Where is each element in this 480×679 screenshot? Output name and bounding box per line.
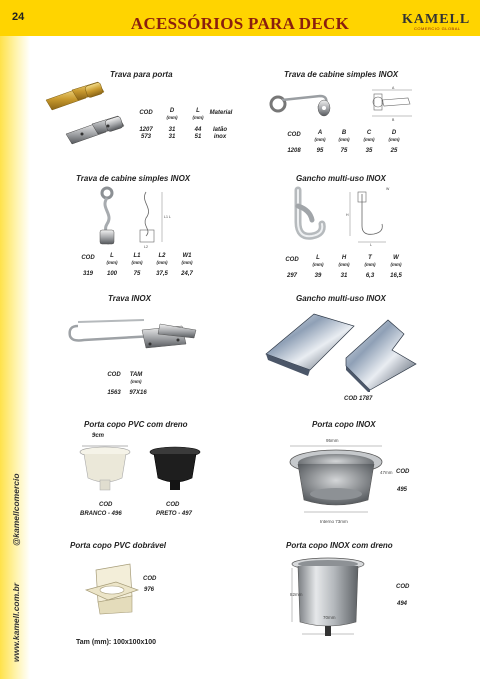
inox-dreno-dim-side: 82mm — [290, 592, 303, 597]
table-cell: 25 — [390, 148, 398, 154]
section-title-porta-copo-pvc: Porta copo PVC com dreno — [84, 420, 188, 429]
page-number: 24 — [12, 11, 25, 23]
col-unit: (mm) — [388, 137, 400, 142]
section-title-porta-copo-inox-dreno: Porta copo INOX com dreno — [286, 541, 393, 550]
col-header: L — [316, 255, 320, 261]
table-cell: 75 — [340, 148, 348, 154]
table-cell: 37,5 — [156, 271, 168, 277]
pvc-cod-label-2: COD — [166, 502, 180, 508]
inox-cod-label: COD — [396, 469, 410, 475]
col-unit: (mm) — [131, 260, 143, 265]
table-cell: latão — [212, 127, 227, 133]
table-cell: 1207 — [139, 127, 153, 133]
section-title-trava-inox: Trava INOX — [108, 294, 151, 303]
col-header: TAM — [129, 372, 143, 378]
table-cell: 100 — [106, 271, 117, 277]
section-title-gancho-1: Gancho multi-uso INOX — [296, 174, 386, 183]
gancho-2-cod: COD 1787 — [344, 396, 373, 402]
side-site: www.kamell.com.br — [11, 582, 21, 662]
multi-hook-large-image — [262, 306, 422, 392]
folding-cupholder-image — [82, 560, 144, 616]
table-cell: 31 — [168, 127, 176, 133]
section-title-trava-cabine-2: Trava de cabine simples INOX — [76, 174, 191, 183]
inox-cod-value: 495 — [397, 487, 408, 493]
table-cell: 319 — [82, 271, 93, 277]
col-unit: (mm) — [181, 260, 193, 265]
inox-dreno-dim-bottom: 70mm — [323, 615, 336, 620]
table-cell: 31 — [340, 273, 348, 279]
svg-text:L2: L2 — [144, 245, 148, 249]
pvc-cupholders-image — [76, 444, 206, 498]
col-header: COD — [107, 372, 121, 378]
table-cell: 35 — [365, 148, 373, 154]
col-unit: (mm) — [166, 115, 178, 120]
table-cell: 24,7 — [181, 271, 193, 277]
dobravel-cod-value: 976 — [144, 587, 155, 593]
col-header: C — [366, 130, 372, 136]
dobravel-cod-label: COD — [143, 576, 157, 582]
table-cell: 16,5 — [390, 273, 402, 279]
table-cell: 39 — [314, 273, 322, 279]
cabin-hook-diagram — [368, 84, 418, 124]
col-unit: (mm) — [363, 137, 375, 142]
col-header: H — [341, 255, 347, 261]
pvc-dimension: 9cm — [92, 433, 105, 439]
cabin-hook-2-image — [92, 186, 122, 250]
section-title-trava-cabine-1: Trava de cabine simples INOX — [284, 70, 399, 79]
section-title-porta-copo-inox: Porta copo INOX — [312, 420, 376, 429]
col-header: COD — [81, 255, 95, 261]
inox-drain-cupholder-image — [286, 556, 372, 644]
table-cell: 297 — [286, 273, 297, 279]
section-title-trava-porta: Trava para porta — [110, 70, 173, 79]
side-social: @kamellcomercio — [11, 473, 21, 546]
svg-text:L: L — [370, 243, 372, 246]
inox-dreno-cod-label: COD — [396, 584, 410, 590]
col-unit: (mm) — [312, 262, 324, 267]
inox-dreno-cod-value: 494 — [397, 601, 408, 607]
col-unit: (mm) — [314, 137, 326, 142]
svg-text:A: A — [392, 86, 395, 90]
logo-text: KAMELL — [402, 12, 471, 27]
col-header: W1 — [182, 253, 192, 259]
table-cell: 6,3 — [365, 273, 375, 279]
page-title: ACESSÓRIOS PARA DECK — [130, 14, 350, 33]
col-unit: (mm) — [130, 379, 142, 384]
col-header: T — [368, 255, 372, 261]
pvc-cod-label-1: COD — [99, 502, 113, 508]
toggle-latch-image — [64, 306, 208, 360]
col-header: W — [393, 255, 399, 261]
col-unit: (mm) — [338, 262, 350, 267]
col-unit: (mm) — [364, 262, 376, 267]
inox-dim-top: 95mm — [326, 438, 339, 443]
pvc-item-black: PRETO - 497 — [156, 511, 192, 517]
table-cell: 51 — [194, 134, 202, 140]
col-header: L1 — [133, 253, 141, 259]
col-header: L2 — [158, 253, 166, 259]
col-unit: (mm) — [390, 262, 402, 267]
inox-dim-bottom: Interno 73mm — [320, 519, 348, 524]
cabin-hook-image — [268, 84, 338, 120]
col-header: D — [169, 108, 175, 114]
section-title-gancho-2: Gancho multi-uso INOX — [296, 294, 386, 303]
table-cell: 97X16 — [129, 390, 147, 396]
col-header: L — [110, 253, 114, 259]
col-unit: (mm) — [192, 115, 204, 120]
multi-hook-image — [286, 186, 332, 244]
col-header: A — [317, 130, 323, 136]
col-header: Material — [209, 110, 233, 116]
table-cell: 1563 — [107, 390, 121, 396]
table-cell: 44 — [194, 127, 202, 133]
svg-text:W: W — [386, 187, 390, 191]
section-title-porta-copo-dobravel: Porta copo PVC dobrável — [70, 541, 167, 550]
table-cell: 31 — [168, 134, 176, 140]
col-header: B — [341, 130, 347, 136]
brand-logo — [402, 10, 471, 32]
table-cell: 573 — [140, 134, 151, 140]
cabin-hook-2-diagram — [134, 186, 174, 250]
svg-text:B: B — [392, 118, 395, 122]
table-cell: 95 — [316, 148, 324, 154]
col-unit: (mm) — [156, 260, 168, 265]
pvc-item-white: BRANCO - 496 — [80, 511, 122, 517]
multi-hook-diagram — [344, 186, 396, 246]
logo-tagline: COMERCIO GLOBAL — [414, 26, 461, 31]
col-header: L — [196, 108, 200, 114]
svg-text:L1 L: L1 L — [164, 215, 171, 219]
table-cell: 75 — [133, 271, 141, 277]
inox-dim-side: 47mm — [380, 470, 393, 475]
col-header: COD — [139, 110, 153, 116]
col-unit: (mm) — [106, 260, 118, 265]
inox-cupholder-image — [282, 444, 392, 516]
col-header: COD — [285, 257, 299, 263]
table-cell: inox — [213, 134, 227, 140]
door-latch-image — [42, 80, 137, 160]
svg-text:H: H — [346, 213, 349, 217]
col-unit: (mm) — [338, 137, 350, 142]
col-header: D — [391, 130, 397, 136]
dobravel-size: Tam (mm): 100x100x100 — [76, 639, 157, 646]
col-header: COD — [287, 132, 301, 138]
table-cell: 1208 — [287, 148, 301, 154]
